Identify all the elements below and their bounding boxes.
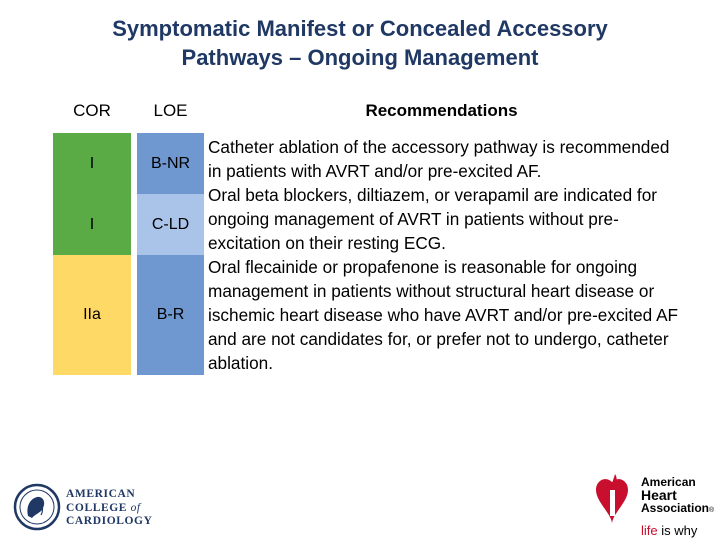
loe-badge: B-R xyxy=(137,255,204,375)
recommendations-table xyxy=(53,89,679,375)
header-recommendations: Recommendations xyxy=(365,101,518,120)
aha-tag-is-why: is why xyxy=(661,523,698,538)
acc-line-1: AMERICAN xyxy=(66,488,136,500)
aha-line-2: Heart xyxy=(641,487,677,503)
page-title xyxy=(0,14,720,72)
header-cor: COR xyxy=(73,101,111,120)
loe-badge: B-NR xyxy=(137,133,204,194)
recommendations-text xyxy=(204,133,679,375)
cor-badge: IIa xyxy=(53,255,131,375)
header-loe: LOE xyxy=(153,101,188,120)
loe-badge: C-LD xyxy=(137,194,204,255)
aha-line-3: Association xyxy=(641,501,710,515)
recommendation-2: Oral beta blockers, diltiazem, or verapamil are indicated for ongoing management of AVRT in patients without pre-excitation on their resting ECG. xyxy=(208,185,657,253)
aha-tag-life: life xyxy=(641,523,658,538)
title-line-2: Pathways – Ongoing Management xyxy=(181,45,539,70)
aha-logo-text xyxy=(641,476,714,517)
recommendation-1: Catheter ablation of the accessory pathway is recommended in patients with AVRT and/or pre-excited AF. xyxy=(208,137,670,181)
table-row xyxy=(53,133,679,194)
aha-reg-mark: ® xyxy=(709,507,715,514)
cor-badge: I xyxy=(53,133,131,194)
aha-tagline xyxy=(641,523,697,538)
table-header-row xyxy=(53,89,679,133)
acc-logo-text xyxy=(66,488,153,529)
acc-line-2: COLLEGE xyxy=(66,501,128,514)
cor-badge: I xyxy=(53,194,131,255)
acc-line-3: CARDIOLOGY xyxy=(66,515,153,527)
title-line-1: Symptomatic Manifest or Concealed Accessory xyxy=(112,16,608,41)
recommendation-3: Oral flecainide or propafenone is reasonable for ongoing management in patients without structural heart disease or ischemic heart disease who have AVRT and/or pre-excited AF and are not candidates for, or prefer not to undergo, catheter ablation. xyxy=(208,257,679,373)
aha-line-1: American xyxy=(641,475,696,489)
acc-of: of xyxy=(130,501,141,514)
